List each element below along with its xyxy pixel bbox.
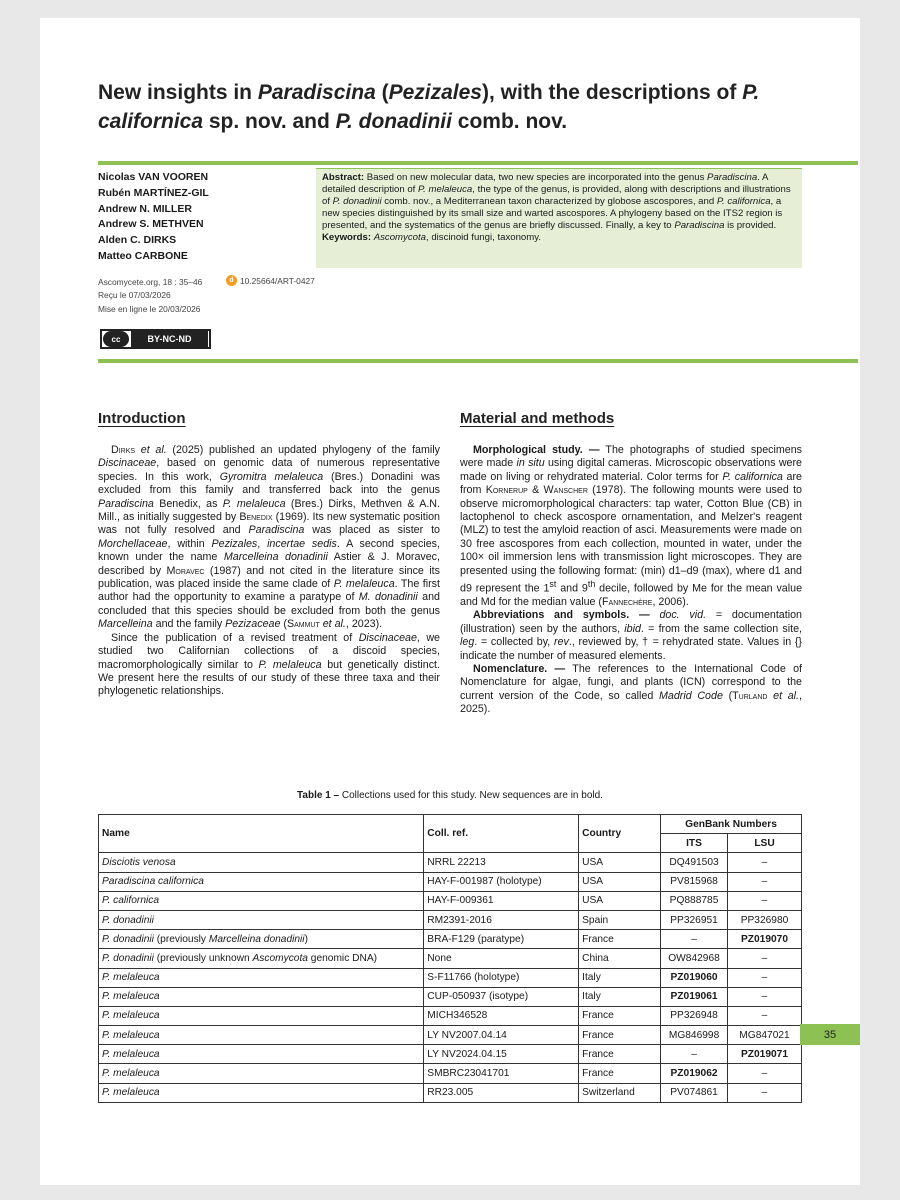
- doi-text[interactable]: 10.25664/ART-0427: [240, 275, 315, 286]
- cell-its: –: [661, 930, 728, 949]
- title-order: Pezizales: [388, 81, 482, 104]
- paragraph: [98, 632, 440, 699]
- text-span: rev: [554, 636, 569, 649]
- title-text: New insights in: [98, 81, 258, 104]
- cell-coll-ref: LY NV2024.04.15: [424, 1045, 579, 1064]
- text-span: in situ: [516, 457, 545, 470]
- cell-lsu: –: [728, 968, 802, 987]
- author-name: Rubén MARTÍNEZ-GIL: [98, 186, 209, 199]
- collections-table: [98, 814, 802, 1103]
- abstract-span: Paradiscina: [707, 172, 758, 183]
- cell-country: Italy: [579, 987, 661, 1006]
- cell-lsu: MG847021: [728, 1026, 802, 1045]
- cell-coll-ref: BRA-F129 (paratype): [424, 930, 579, 949]
- journal-citation: Ascomycete.org, 18 : 35–46: [98, 277, 203, 287]
- text-span: using digital cameras. Microscopic observations were made on living or rehydrated material. Color terms for: [460, 457, 802, 483]
- name-note: ): [304, 933, 308, 945]
- author-name: Andrew S. METHVEN: [98, 218, 204, 231]
- text-span: Paradiscina: [248, 524, 305, 537]
- text-span: (1987) and not cited in the literature since its publication, was placed inside the same clade of: [98, 564, 440, 591]
- text-span: Pezizales: [211, 537, 258, 550]
- text-span: Discinaceae: [358, 631, 417, 644]
- cell-its: OW842968: [661, 949, 728, 968]
- name-note: Marcelleina donadinii: [208, 933, 305, 945]
- creative-commons-icon: cc: [103, 331, 129, 347]
- text-span: incertae sedis: [267, 537, 337, 550]
- author-cite: Turland: [732, 689, 768, 702]
- cell-its: –: [661, 1045, 728, 1064]
- header-country: Country: [579, 815, 661, 853]
- header-rule: [98, 161, 858, 165]
- page-number: 35: [800, 1024, 860, 1045]
- cell-coll-ref: HAY-F-001987 (holotype): [424, 872, 579, 891]
- paragraph: [460, 663, 802, 717]
- abstract-text: [322, 172, 796, 232]
- cell-name: [99, 1006, 424, 1025]
- text-span: Gyromitra melaleuca: [219, 470, 324, 483]
- table-row: [99, 891, 802, 910]
- abstract-span: P. melaleuca: [418, 184, 473, 196]
- cell-coll-ref: MICH346528: [424, 1006, 579, 1025]
- species-name: Paradiscina californica: [102, 876, 204, 888]
- cell-country: France: [579, 1006, 661, 1025]
- keywords: [322, 232, 796, 244]
- cell-coll-ref: S-F11766 (holotype): [424, 968, 579, 987]
- text-span: (1978). The following mounts were used to observe micromorphological characters: tap water, Cotton Blue (CB) in lactophenol to check ascospore ornamentation, and Melzer's reagent (MLZ) to test the amyloid reaction of asci. Measurements were made on 30 free ascospores from each collection, mounted in water, under the 100× oil immersion lens with transmission light microscopes. They are presented using the following format: (min) d1–d9 (max), where d1 and d9 represent the 1: [460, 484, 802, 595]
- species-name: P. melaleuca: [102, 1087, 160, 1099]
- author-cite: Dirks: [111, 444, 136, 456]
- author-cite: Benedix: [239, 511, 273, 524]
- cell-country: Spain: [579, 910, 661, 929]
- cell-country: France: [579, 930, 661, 949]
- text-span: Astier & J. Moravec, described by: [98, 551, 440, 577]
- cell-name: [99, 872, 424, 891]
- license-badge[interactable]: [100, 329, 211, 349]
- table-body: [99, 853, 802, 1102]
- abstract-span: P. donadinii: [332, 196, 382, 208]
- cell-its: PV815968: [661, 872, 728, 891]
- text-span: [650, 609, 660, 621]
- text-span: Madrid Code: [658, 689, 723, 702]
- header-coll-ref: Coll. ref.: [424, 815, 579, 853]
- cell-country: Switzerland: [579, 1083, 661, 1102]
- header-lsu: LSU: [728, 834, 802, 853]
- species-name: P. melaleuca: [102, 991, 160, 1003]
- table-row: [99, 853, 802, 872]
- species-name: P. melaleuca: [102, 1029, 160, 1041]
- table-row: [99, 1064, 802, 1083]
- table-row: [99, 1045, 802, 1064]
- cell-coll-ref: None: [424, 949, 579, 968]
- methods-heading: Material and methods: [460, 410, 615, 427]
- cell-its: PP326948: [661, 1006, 728, 1025]
- text-span: (2025) published an updated phylogeny of the family: [166, 444, 440, 456]
- text-span: , 2025).: [460, 689, 803, 716]
- cell-name: [99, 1083, 424, 1102]
- cell-coll-ref: RR23.005: [424, 1083, 579, 1102]
- cell-lsu: PP326980: [728, 910, 802, 929]
- doi-link[interactable]: [226, 275, 315, 286]
- abstract-box: [316, 168, 802, 268]
- title-genus: Paradiscina: [257, 81, 376, 104]
- table-row: [99, 1006, 802, 1025]
- introduction-heading: Introduction: [98, 410, 186, 427]
- cell-country: France: [579, 1045, 661, 1064]
- paragraph: [460, 609, 802, 663]
- title-text: ), with the descriptions of: [482, 81, 743, 104]
- text-span: . = from the same collection site,: [640, 622, 802, 635]
- header-its: ITS: [661, 834, 728, 853]
- caption-label: Table 1 –: [297, 790, 340, 801]
- text-span: P. melaleuca: [333, 578, 395, 591]
- name-note: (previously: [153, 933, 209, 945]
- title-text: (: [375, 81, 389, 104]
- methods-body: [460, 444, 802, 717]
- header-genbank: GenBank Numbers: [661, 815, 802, 834]
- table-row: [99, 968, 802, 987]
- text-span: ,: [257, 537, 268, 550]
- introduction-body: [98, 444, 440, 699]
- text-span: P. melaleuca: [258, 658, 322, 671]
- header-name: Name: [99, 815, 424, 853]
- text-span: (Bres.) Donadini was excluded from this family and transferred back into the genus: [98, 470, 440, 497]
- text-span: P. melaleuca: [222, 497, 286, 510]
- species-name: Disciotis venosa: [102, 856, 176, 868]
- abstract-span: Paradiscina: [674, 220, 725, 232]
- abstract-label: Abstract:: [322, 172, 365, 183]
- text-span: decile, followed by Me for the mean value and Md for the median value (: [460, 582, 803, 609]
- cell-its: PV074861: [661, 1083, 728, 1102]
- text-span: . A second species, known under the name: [98, 537, 440, 564]
- text-span: The references to the International Code of Nomenclature for algae, fungi, and plants (ICN) correspond to the current version of the Code, so called: [460, 663, 802, 702]
- text-span: st: [549, 579, 557, 590]
- cell-its: PQ888785: [661, 891, 728, 910]
- text-span: Since the publication of a revised treatment of: [111, 631, 359, 644]
- cell-coll-ref: CUP-050937 (isotype): [424, 987, 579, 1006]
- cell-name: [99, 910, 424, 929]
- text-span: doc. vid.: [659, 609, 707, 622]
- text-span: Discinaceae: [98, 457, 157, 470]
- cell-coll-ref: SMBRC23041701: [424, 1064, 579, 1083]
- species-name: P. donadinii: [102, 914, 154, 926]
- text-span: and concluded that this species should be excluded from both the genus: [98, 591, 440, 617]
- article-title: [98, 78, 798, 136]
- text-span: et al.: [767, 689, 800, 702]
- title-text: sp. nov. and: [203, 110, 336, 133]
- author-list: [98, 170, 209, 265]
- author-name: Alden C. DIRKS: [98, 234, 177, 247]
- text-span: , 2006).: [652, 596, 689, 609]
- table-row: [99, 949, 802, 968]
- text-span: Morchellaceae: [98, 537, 168, 550]
- text-span: ., reviewed by, † = rehydrated state. Values in {} indicate the number of measured elements.: [460, 636, 802, 662]
- online-date: Mise en ligne le 20/03/2026: [98, 303, 201, 314]
- cell-name: [99, 968, 424, 987]
- subsection-label: Morphological study. —: [473, 444, 600, 456]
- cell-country: USA: [579, 872, 661, 891]
- name-note: Ascomycota: [252, 952, 308, 964]
- cell-coll-ref: RM2391-2016: [424, 910, 579, 929]
- text-span: Pezizaceae: [225, 618, 281, 631]
- cell-lsu: –: [728, 1083, 802, 1102]
- text-span: (Bres.) Dirks, Methven & A.N. Mill., as initially suggested by: [98, 497, 440, 524]
- cell-its: PZ019060: [661, 968, 728, 987]
- title-species: P. donadinii: [335, 110, 452, 133]
- methods-section: [460, 410, 802, 717]
- cell-country: France: [579, 1064, 661, 1083]
- cell-its: PZ019062: [661, 1064, 728, 1083]
- name-note: genomic DNA): [307, 952, 378, 964]
- species-name: P. melaleuca: [102, 1068, 160, 1080]
- cell-lsu: –: [728, 1006, 802, 1025]
- cell-its: PP326951: [661, 910, 728, 929]
- species-name: P. melaleuca: [102, 1010, 160, 1022]
- text-span: P. californica: [722, 470, 783, 483]
- abstract-span: P. californica: [716, 196, 771, 208]
- cell-its: MG846998: [661, 1026, 728, 1045]
- abstract-span: , a new species distinguished by its small size and warted ascospores. A phylogeny based on the ITS2 region is presented, and the systematics of the genus are briefly discussed. Finally, a key to: [322, 196, 783, 232]
- species-name: P. donadinii: [102, 952, 154, 964]
- section-rule: [98, 359, 858, 363]
- cell-name: [99, 987, 424, 1006]
- species-name: P. donadinii: [102, 933, 154, 945]
- cell-coll-ref: LY NV2007.04.14: [424, 1026, 579, 1045]
- cell-lsu: PZ019070: [728, 930, 802, 949]
- paragraph: [98, 444, 440, 632]
- abstract-span: is provided.: [724, 220, 777, 232]
- license-label: BY-NC-ND: [131, 331, 208, 347]
- cell-country: China: [579, 949, 661, 968]
- text-span: M. donadinii: [358, 591, 418, 604]
- text-span: , we studied two Californian collections of a discoid species, macromorphologically similar to: [98, 631, 440, 671]
- cell-coll-ref: NRRL 22213: [424, 853, 579, 872]
- text-span: = documentation (illustration) seen by the authors,: [460, 609, 802, 635]
- cell-its: DQ491503: [661, 853, 728, 872]
- cell-name: [99, 1026, 424, 1045]
- text-span: . The first author had the opportunity to examine a paratype of: [98, 578, 440, 604]
- abstract-span: comb. nov., a Mediterranean taxon characterized by globose ascospores, and: [381, 196, 717, 208]
- name-note: (previously unknown: [153, 952, 253, 964]
- received-date: Reçu le 07/03/2026: [98, 290, 171, 301]
- text-span: was placed as sister to: [304, 524, 440, 537]
- cell-lsu: –: [728, 872, 802, 891]
- cell-name: [99, 949, 424, 968]
- cell-name: [99, 891, 424, 910]
- table-row: [99, 1083, 802, 1102]
- cell-lsu: –: [728, 949, 802, 968]
- keyword: , discinoid fungi, taxonomy.: [425, 232, 541, 244]
- text-span: th: [587, 579, 596, 590]
- cell-name: [99, 1045, 424, 1064]
- cell-name: [99, 930, 424, 949]
- text-span: (: [280, 618, 287, 631]
- text-span: and 9: [556, 582, 588, 595]
- subsection-label: Abbreviations and symbols. —: [473, 609, 650, 622]
- author-name: Matteo CARBONE: [98, 249, 188, 262]
- cell-country: Italy: [579, 968, 661, 987]
- cell-country: USA: [579, 853, 661, 872]
- title-text: comb. nov.: [451, 110, 568, 133]
- table-row: [99, 987, 802, 1006]
- cell-country: USA: [579, 891, 661, 910]
- table-row: [99, 1026, 802, 1045]
- text-span: . = collected by,: [474, 636, 554, 649]
- keyword: Ascomycota: [373, 232, 426, 244]
- text-span: and the family: [152, 618, 226, 631]
- title-species: P. californica: [98, 81, 760, 133]
- cell-lsu: PZ019071: [728, 1045, 802, 1064]
- author-cite: Fannechère: [602, 596, 653, 609]
- abstract-span: Based on new molecular data, two new species are incorporated into the genus: [364, 172, 708, 183]
- author-cite: Kornerup & Wanscher: [485, 484, 588, 497]
- author-cite: Sammut: [286, 618, 320, 631]
- cell-name: [99, 1064, 424, 1083]
- doi-icon: d: [226, 275, 237, 286]
- text-span: , based on genomic data of numerous representative species. In this work,: [98, 457, 440, 483]
- text-span: Marcelleina donadinii: [223, 551, 328, 564]
- cell-lsu: –: [728, 891, 802, 910]
- caption-text: Collections used for this study. New sequences are in bold.: [339, 790, 603, 801]
- subsection-label: Nomenclature. —: [473, 663, 566, 676]
- text-span: leg: [460, 636, 475, 649]
- text-span: ibid: [624, 622, 641, 635]
- table-row: [99, 930, 802, 949]
- text-span: (1969). Its new systematic position was not fully resolved and: [98, 511, 440, 537]
- cell-name: [99, 853, 424, 872]
- text-span: , 2023).: [345, 618, 383, 631]
- table-row: [99, 910, 802, 929]
- text-span: Benedix, as: [153, 497, 223, 510]
- keywords-label: Keywords:: [322, 232, 372, 244]
- cell-lsu: –: [728, 987, 802, 1006]
- text-span: but genetically distinct. We present here the results of our study of these three taxa and their phylogenetic relationships.: [98, 658, 440, 698]
- abstract-span: , the type of the genus, is provided, along with descriptions and illustrations of: [322, 184, 791, 208]
- text-span: et al.: [319, 618, 346, 631]
- species-name: P. melaleuca: [102, 1048, 160, 1060]
- text-span: , within: [167, 537, 212, 550]
- species-name: P. melaleuca: [102, 972, 160, 984]
- paper-page: [40, 18, 860, 1185]
- text-span: are from: [460, 470, 802, 497]
- cell-lsu: –: [728, 853, 802, 872]
- species-name: P. californica: [102, 895, 160, 907]
- introduction-section: [98, 410, 440, 699]
- cell-coll-ref: HAY-F-009361: [424, 891, 579, 910]
- text-span: Paradiscina: [98, 497, 154, 510]
- cell-country: France: [579, 1026, 661, 1045]
- cell-lsu: –: [728, 1064, 802, 1083]
- text-span: et al.: [135, 444, 167, 456]
- author-name: Andrew N. MILLER: [98, 202, 192, 215]
- text-span: The photographs of studied specimens were made: [460, 444, 803, 470]
- author-name: Nicolas VAN VOOREN: [98, 171, 209, 183]
- text-span: (: [722, 689, 733, 702]
- abstract-span: . A detailed description of: [322, 172, 768, 196]
- table-row: [99, 872, 802, 891]
- article-meta: [98, 276, 202, 316]
- author-cite: Moravec: [166, 564, 205, 577]
- cell-its: PZ019061: [661, 987, 728, 1006]
- table-caption: [98, 790, 802, 801]
- text-span: Marcelleina: [98, 618, 153, 631]
- paragraph: [460, 444, 802, 609]
